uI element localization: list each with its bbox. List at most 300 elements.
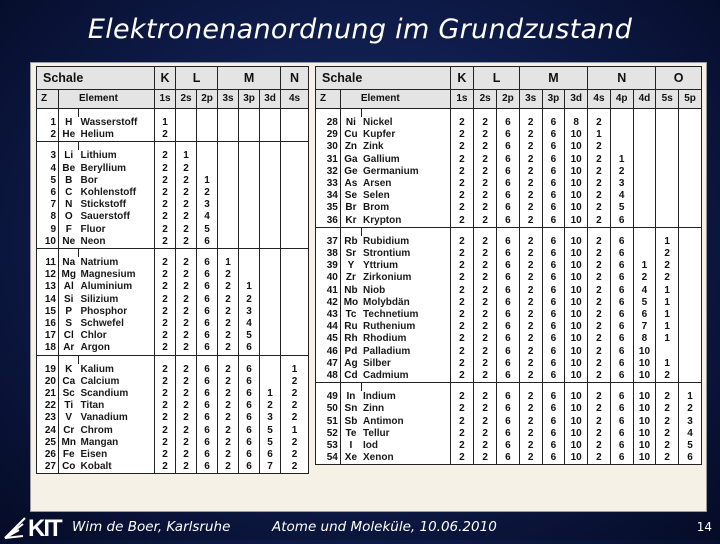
occupancy-cell: 2	[656, 452, 679, 465]
occupancy-cell: 6	[239, 461, 260, 474]
element-symbol: He	[59, 129, 79, 142]
occupancy-cell: 1	[656, 321, 679, 333]
occupancy-cell: 2	[450, 297, 474, 309]
occupancy-cell	[679, 178, 702, 190]
shell-header-n: N	[281, 67, 309, 90]
occupancy-cell	[679, 129, 702, 141]
atomic-number: 52	[316, 428, 341, 440]
occupancy-cell: 2	[474, 129, 497, 141]
separator-cell	[176, 109, 197, 118]
occupancy-cell: 10	[633, 346, 656, 358]
element-name: Tellur	[361, 428, 450, 440]
atomic-number: 45	[316, 333, 341, 345]
occupancy-cell: 6	[497, 166, 520, 178]
element-row	[37, 257, 309, 269]
occupancy-cell: 2	[155, 412, 176, 424]
element-name: Niob	[361, 285, 450, 297]
occupancy-cell: 6	[633, 309, 656, 321]
element-row	[37, 294, 309, 306]
subshell-header-z: Z	[316, 90, 341, 109]
occupancy-cell	[656, 117, 679, 129]
occupancy-cell: 2	[155, 425, 176, 437]
element-symbol: Nb	[340, 285, 361, 297]
element-name: Scandium	[79, 388, 155, 400]
atomic-number: 43	[316, 309, 341, 321]
occupancy-cell: 6	[239, 342, 260, 355]
separator-cell	[260, 142, 281, 151]
separator-cell	[218, 249, 239, 258]
occupancy-cell: 2	[519, 141, 542, 153]
element-row	[37, 236, 309, 249]
occupancy-cell: 2	[450, 391, 474, 403]
occupancy-cell: 6	[679, 452, 702, 465]
occupancy-cell	[679, 358, 702, 370]
element-row	[37, 318, 309, 330]
element-row	[316, 321, 702, 333]
occupancy-cell	[679, 236, 702, 248]
element-symbol: Se	[340, 190, 361, 202]
occupancy-cell: 3	[679, 416, 702, 428]
element-symbol: Fe	[59, 449, 79, 461]
element-symbol: Li	[59, 150, 79, 162]
occupancy-cell	[679, 370, 702, 383]
separator-cell	[281, 249, 309, 258]
element-symbol: Cr	[59, 425, 79, 437]
occupancy-cell: 6	[542, 428, 565, 440]
separator-cell	[281, 109, 309, 118]
separator-cell	[474, 227, 497, 236]
occupancy-cell	[281, 175, 309, 187]
atomic-number: 10	[37, 236, 59, 249]
occupancy-cell: 6	[610, 370, 633, 383]
separator-cell	[450, 227, 474, 236]
element-symbol: Mg	[59, 269, 79, 281]
group-separator	[37, 249, 309, 258]
occupancy-cell	[679, 202, 702, 214]
atomic-number: 14	[37, 294, 59, 306]
occupancy-cell: 6	[497, 346, 520, 358]
occupancy-cell	[281, 269, 309, 281]
occupancy-cell: 1	[218, 257, 239, 269]
occupancy-cell	[260, 236, 281, 249]
occupancy-cell: 2	[155, 437, 176, 449]
occupancy-cell: 2	[176, 461, 197, 474]
occupancy-cell: 6	[197, 412, 218, 424]
occupancy-cell: 2	[218, 449, 239, 461]
separator-cell	[361, 383, 450, 392]
occupancy-cell: 10	[565, 346, 588, 358]
occupancy-cell: 6	[542, 129, 565, 141]
occupancy-cell: 6	[197, 342, 218, 355]
occupancy-cell: 2	[176, 175, 197, 187]
occupancy-cell: 6	[497, 129, 520, 141]
separator-cell	[59, 109, 79, 118]
atomic-number: 15	[37, 306, 59, 318]
occupancy-cell: 2	[176, 330, 197, 342]
occupancy-cell: 4	[239, 318, 260, 330]
separator-cell	[260, 249, 281, 258]
atomic-number: 32	[316, 166, 341, 178]
element-row	[316, 440, 702, 452]
element-symbol: Rh	[340, 333, 361, 345]
occupancy-cell: 2	[519, 428, 542, 440]
occupancy-cell: 6	[542, 333, 565, 345]
occupancy-cell: 6	[542, 391, 565, 403]
element-name: Zirkonium	[361, 272, 450, 284]
occupancy-cell: 2	[656, 272, 679, 284]
element-name: Lithium	[79, 150, 155, 162]
occupancy-cell: 10	[565, 166, 588, 178]
element-symbol: Mn	[59, 437, 79, 449]
shell-header-l: L	[474, 67, 520, 90]
footer-title: Atome und Moleküle, 10.06.2010	[272, 519, 497, 535]
element-name: Magnesium	[79, 269, 155, 281]
occupancy-cell: 1	[656, 358, 679, 370]
separator-cell	[37, 109, 59, 118]
occupancy-cell: 6	[610, 440, 633, 452]
occupancy-cell: 2	[260, 400, 281, 412]
subshell-header-4s: 4s	[281, 90, 309, 109]
element-name: Beryllium	[79, 163, 155, 175]
occupancy-cell	[633, 190, 656, 202]
separator-cell	[542, 383, 565, 392]
occupancy-cell	[239, 117, 260, 129]
occupancy-cell: 2	[155, 330, 176, 342]
separator-cell	[542, 109, 565, 118]
kit-logo	[3, 514, 63, 540]
atomic-number: 19	[37, 364, 59, 376]
occupancy-cell: 2	[176, 306, 197, 318]
separator-cell	[218, 355, 239, 364]
occupancy-cell: 1	[633, 260, 656, 272]
separator-cell	[633, 227, 656, 236]
separator-cell	[155, 109, 176, 118]
occupancy-cell: 2	[450, 321, 474, 333]
element-symbol: B	[59, 175, 79, 187]
occupancy-cell: 6	[497, 440, 520, 452]
element-name: Kupfer	[361, 129, 450, 141]
element-row	[37, 342, 309, 355]
atomic-number: 8	[37, 211, 59, 223]
occupancy-cell: 10	[565, 129, 588, 141]
group-separator	[316, 383, 702, 392]
occupancy-cell: 2	[588, 403, 611, 415]
element-row	[316, 272, 702, 284]
occupancy-cell: 6	[239, 364, 260, 376]
subshell-header-3d: 3d	[565, 90, 588, 109]
occupancy-cell: 6	[542, 416, 565, 428]
occupancy-cell: 6	[610, 215, 633, 228]
occupancy-cell: 2	[155, 257, 176, 269]
occupancy-cell: 2	[474, 416, 497, 428]
element-symbol: Be	[59, 163, 79, 175]
element-row	[316, 117, 702, 129]
occupancy-cell	[176, 129, 197, 142]
occupancy-cell: 6	[197, 376, 218, 388]
occupancy-cell: 6	[260, 449, 281, 461]
occupancy-cell	[679, 166, 702, 178]
occupancy-cell: 10	[565, 285, 588, 297]
separator-cell	[176, 355, 197, 364]
element-symbol: Ne	[59, 236, 79, 249]
element-name: Nickel	[361, 117, 450, 129]
element-name: Xenon	[361, 452, 450, 465]
element-symbol: Xe	[340, 452, 361, 465]
occupancy-cell	[281, 281, 309, 293]
element-symbol: Ar	[59, 342, 79, 355]
separator-cell	[519, 227, 542, 236]
occupancy-cell: 6	[497, 391, 520, 403]
right-configuration-table	[315, 66, 702, 465]
occupancy-cell: 6	[542, 309, 565, 321]
occupancy-cell: 2	[474, 297, 497, 309]
atomic-number: 29	[316, 129, 341, 141]
separator-cell	[633, 109, 656, 118]
occupancy-cell: 5	[260, 437, 281, 449]
occupancy-cell: 10	[565, 391, 588, 403]
occupancy-cell: 2	[176, 342, 197, 355]
separator-cell	[610, 383, 633, 392]
occupancy-cell: 2	[176, 318, 197, 330]
occupancy-cell: 2	[519, 403, 542, 415]
atomic-number: 17	[37, 330, 59, 342]
separator-cell	[633, 383, 656, 392]
occupancy-cell	[633, 215, 656, 228]
occupancy-cell	[679, 346, 702, 358]
occupancy-cell	[679, 260, 702, 272]
element-row	[316, 190, 702, 202]
occupancy-cell	[281, 330, 309, 342]
kit-logo-icon	[3, 514, 27, 540]
occupancy-cell: 1	[679, 391, 702, 403]
occupancy-cell	[218, 236, 239, 249]
element-row	[37, 412, 309, 424]
occupancy-cell: 2	[450, 440, 474, 452]
occupancy-cell: 1	[656, 297, 679, 309]
occupancy-cell	[281, 306, 309, 318]
occupancy-cell: 2	[656, 248, 679, 260]
element-symbol: Mo	[340, 297, 361, 309]
occupancy-cell: 6	[497, 215, 520, 228]
separator-cell	[59, 355, 79, 364]
occupancy-cell: 6	[610, 285, 633, 297]
occupancy-cell: 2	[519, 202, 542, 214]
occupancy-cell: 2	[176, 163, 197, 175]
slide-title: Elektronenanordnung im Grundzustand	[87, 14, 633, 45]
element-name: Aluminium	[79, 281, 155, 293]
element-row	[37, 400, 309, 412]
occupancy-cell: 2	[281, 376, 309, 388]
occupancy-cell	[281, 199, 309, 211]
element-symbol: Ru	[340, 321, 361, 333]
occupancy-cell: 2	[474, 370, 497, 383]
occupancy-cell: 10	[633, 452, 656, 465]
element-symbol: Tc	[340, 309, 361, 321]
occupancy-cell: 6	[197, 388, 218, 400]
element-symbol: C	[59, 187, 79, 199]
occupancy-cell	[633, 117, 656, 129]
occupancy-cell: 10	[565, 358, 588, 370]
occupancy-cell: 6	[542, 358, 565, 370]
element-name: Antimon	[361, 416, 450, 428]
element-name: Natrium	[79, 257, 155, 269]
occupancy-cell: 2	[474, 391, 497, 403]
occupancy-cell: 6	[610, 403, 633, 415]
occupancy-cell: 2	[155, 400, 176, 412]
occupancy-cell: 2	[155, 211, 176, 223]
separator-cell	[79, 355, 155, 364]
occupancy-cell: 2	[239, 294, 260, 306]
atomic-number: 49	[316, 391, 341, 403]
occupancy-cell: 2	[519, 309, 542, 321]
occupancy-cell: 6	[197, 364, 218, 376]
atomic-number: 3	[37, 150, 59, 162]
occupancy-cell	[281, 150, 309, 162]
element-symbol: Zr	[340, 272, 361, 284]
occupancy-cell: 10	[565, 190, 588, 202]
occupancy-cell	[260, 224, 281, 236]
occupancy-cell: 2	[519, 440, 542, 452]
element-row	[316, 215, 702, 228]
separator-cell	[610, 109, 633, 118]
occupancy-cell: 2	[450, 215, 474, 228]
atomic-number: 37	[316, 236, 341, 248]
separator-cell	[176, 249, 197, 258]
occupancy-cell	[239, 187, 260, 199]
element-symbol: In	[340, 391, 361, 403]
element-symbol: Na	[59, 257, 79, 269]
occupancy-cell	[679, 141, 702, 153]
element-symbol: Sb	[340, 416, 361, 428]
element-name: Kobalt	[79, 461, 155, 474]
occupancy-cell	[281, 236, 309, 249]
separator-cell	[656, 109, 679, 118]
separator-cell	[239, 355, 260, 364]
occupancy-cell: 6	[542, 190, 565, 202]
subshell-header-z: Z	[37, 90, 59, 109]
element-name: Strontium	[361, 248, 450, 260]
occupancy-cell: 2	[519, 166, 542, 178]
element-row	[316, 370, 702, 383]
occupancy-cell	[260, 257, 281, 269]
occupancy-cell: 2	[474, 285, 497, 297]
element-row	[316, 358, 702, 370]
occupancy-cell: 2	[474, 236, 497, 248]
separator-cell	[239, 142, 260, 151]
occupancy-cell	[239, 211, 260, 223]
occupancy-cell: 2	[588, 215, 611, 228]
occupancy-cell: 2	[474, 215, 497, 228]
occupancy-cell: 2	[656, 428, 679, 440]
occupancy-cell: 1	[239, 281, 260, 293]
element-row	[316, 285, 702, 297]
occupancy-cell	[176, 117, 197, 129]
occupancy-cell	[260, 117, 281, 129]
occupancy-cell: 6	[497, 260, 520, 272]
occupancy-cell: 2	[588, 297, 611, 309]
atomic-number: 7	[37, 199, 59, 211]
occupancy-cell: 10	[633, 440, 656, 452]
separator-cell	[281, 142, 309, 151]
occupancy-cell: 6	[239, 412, 260, 424]
occupancy-cell	[281, 129, 309, 142]
occupancy-cell: 2	[474, 141, 497, 153]
atomic-number: 9	[37, 224, 59, 236]
shell-header-k: K	[450, 67, 474, 90]
occupancy-cell: 6	[497, 248, 520, 260]
separator-cell	[79, 109, 155, 118]
occupancy-cell: 2	[450, 190, 474, 202]
element-name: Neon	[79, 236, 155, 249]
occupancy-cell: 6	[610, 297, 633, 309]
group-separator	[37, 109, 309, 118]
occupancy-cell	[218, 129, 239, 142]
occupancy-cell: 2	[519, 452, 542, 465]
occupancy-cell: 2	[588, 190, 611, 202]
atomic-number: 11	[37, 257, 59, 269]
element-row	[37, 199, 309, 211]
occupancy-cell: 2	[450, 346, 474, 358]
atomic-number: 53	[316, 440, 341, 452]
occupancy-cell: 2	[519, 285, 542, 297]
separator-cell	[340, 383, 361, 392]
element-name: Zink	[361, 141, 450, 153]
occupancy-cell: 2	[474, 272, 497, 284]
element-row	[316, 154, 702, 166]
element-name: Schwefel	[79, 318, 155, 330]
atomic-number: 34	[316, 190, 341, 202]
atomic-number: 35	[316, 202, 341, 214]
subshell-header-element: Element	[59, 90, 155, 109]
occupancy-cell: 2	[610, 166, 633, 178]
occupancy-cell: 5	[239, 330, 260, 342]
separator-cell	[281, 355, 309, 364]
subshell-header-3p: 3p	[542, 90, 565, 109]
occupancy-cell: 2	[218, 364, 239, 376]
occupancy-cell: 6	[542, 452, 565, 465]
element-row	[37, 224, 309, 236]
element-name: Cadmium	[361, 370, 450, 383]
occupancy-cell	[197, 117, 218, 129]
occupancy-cell: 2	[281, 461, 309, 474]
separator-cell	[474, 109, 497, 118]
occupancy-cell: 2	[474, 333, 497, 345]
occupancy-cell: 6	[542, 215, 565, 228]
element-symbol: Ca	[59, 376, 79, 388]
occupancy-cell	[260, 269, 281, 281]
occupancy-cell: 2	[588, 141, 611, 153]
element-name: Chrom	[79, 425, 155, 437]
occupancy-cell: 6	[197, 236, 218, 249]
occupancy-cell: 10	[565, 416, 588, 428]
separator-cell	[361, 227, 450, 236]
occupancy-cell: 6	[497, 333, 520, 345]
element-symbol: Ag	[340, 358, 361, 370]
occupancy-cell: 3	[610, 178, 633, 190]
occupancy-cell: 2	[519, 391, 542, 403]
occupancy-cell	[679, 297, 702, 309]
occupancy-cell: 1	[656, 236, 679, 248]
occupancy-cell: 2	[450, 178, 474, 190]
occupancy-cell: 6	[497, 370, 520, 383]
occupancy-cell	[633, 166, 656, 178]
occupancy-cell: 2	[176, 449, 197, 461]
occupancy-cell: 2	[656, 416, 679, 428]
shell-header-k: K	[155, 67, 176, 90]
occupancy-cell: 2	[155, 294, 176, 306]
occupancy-cell: 2	[656, 440, 679, 452]
occupancy-cell: 2	[588, 154, 611, 166]
